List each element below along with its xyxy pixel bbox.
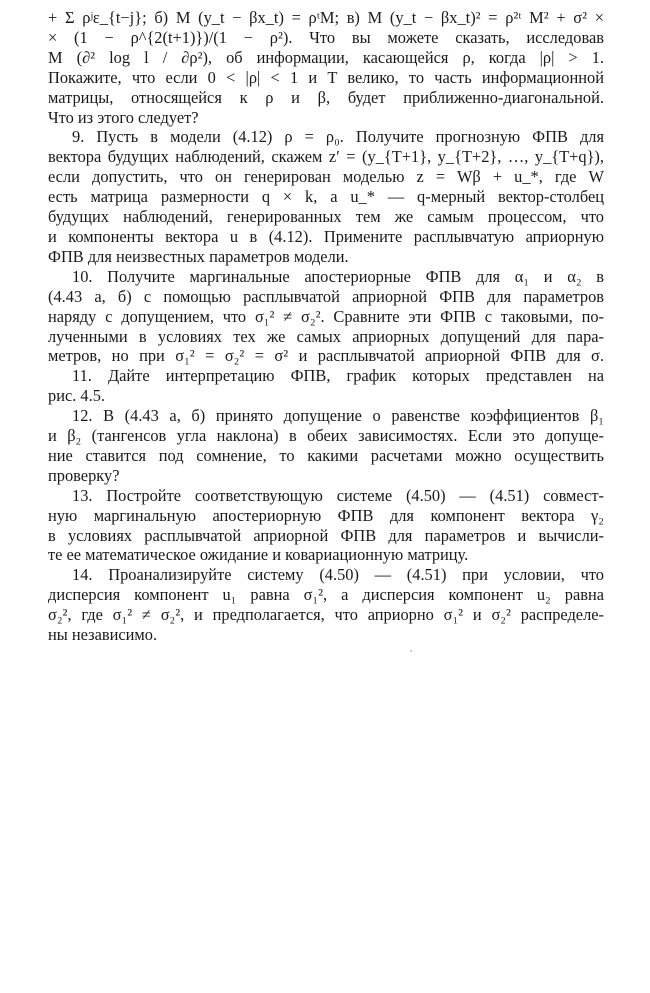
text-line: 12. В (4.43 а, б) принято допущение о равенстве коэффициентов β₁ <box>72 406 604 426</box>
text-line: есть матрица размерности q × k, а u_* — q-мерный вектор-столбец <box>48 187 604 207</box>
text-line: + Σ ρʲε_{t−j}; б) M (y_t − βx_t) = ρᵗM; в) M (y_t − βx_t)² = ρ²ᵗ M² + σ² × <box>48 8 604 27</box>
text-line: те ее математическое ожидание и ковариационную матрицу. <box>48 545 469 565</box>
text-line: в условиях расплывчатой априорной ФПВ для параметров и вычисли- <box>48 525 604 545</box>
text-line: σ₂², где σ₁² ≠ σ₂², и предполагается, что априорно σ₁² и σ₂² распределе- <box>48 605 604 625</box>
text-line: Покажите, что если 0 < |ρ| < 1 и T велико, то часть информационной <box>48 67 604 87</box>
text-line: (4.43 а, б) с помощью расплывчатой априорной ФПВ для параметров <box>48 286 604 306</box>
text-line: Что из этого следует? <box>48 107 199 127</box>
text-line: лученными в условиях тех же самых априорных допущений для пара- <box>48 326 604 346</box>
text-line: 14. Проанализируйте систему (4.50) — (4.51) при условии, что <box>72 565 604 585</box>
text-line: ны независимо. <box>48 625 158 645</box>
text-line: 13. Постройте соответствующую системе (4.50) — (4.51) совмест- <box>72 485 604 505</box>
body-text <box>48 8 604 645</box>
text-line: M (∂² log l / ∂ρ²), об информации, касающейся ρ, когда |ρ| > 1. <box>48 47 604 67</box>
text-line: 10. Получите маргинальные апостериорные ФПВ для α₁ и α₂ в <box>72 266 604 286</box>
text-line: и β₂ (тангенсов угла наклона) в обеих зависимостях. Если это допуще- <box>48 426 604 446</box>
text-line: ную маргинальную апостериорную ФПВ для компонент вектора γ₂ <box>48 505 604 525</box>
text-line: если допустить, что он генерирован моделью z = Wβ + u_*, где W <box>48 167 604 187</box>
scan-speck <box>410 650 412 652</box>
text-line: рис. 4.5. <box>48 386 106 406</box>
text-line: будущих наблюдений, генерированных тем же самым процессом, что <box>48 207 604 227</box>
text-line: 11. Дайте интерпретацию ФПВ, график которых представлен на <box>72 366 604 386</box>
text-line: матрицы, относящейся к ρ и β, будет приближенно-диагональной. <box>48 87 604 107</box>
text-line: дисперсия компонент u₁ равна σ₁², а дисперсия компонент u₂ равна <box>48 585 604 605</box>
text-line: × (1 − ρ^{2(t+1)})/(1 − ρ²). Что вы можете сказать, исследовав <box>48 27 604 47</box>
text-line: наряду с допущением, что σ₁² ≠ σ₂². Сравните эти ФПВ с таковыми, по- <box>48 306 604 326</box>
text-line: ФПВ для неизвестных параметров модели. <box>48 246 349 266</box>
text-line: 9. Пусть в модели (4.12) ρ = ρ₀. Получите прогнозную ФПВ для <box>72 127 604 147</box>
text-line: вектора будущих наблюдений, скажем z′ = (y_{T+1}, y_{T+2}, …, y_{T+q}), <box>48 147 604 167</box>
text-line: и компоненты вектора u в (4.12). Примените расплывчатую априорную <box>48 226 604 246</box>
text-line: метров, но при σ₁² = σ₂² = σ² и расплывчатой априорной ФПВ для σ. <box>48 346 604 366</box>
text-line: ние ставится под сомнение, то какими расчетами можно осуществить <box>48 445 604 465</box>
text-line: проверку? <box>48 465 120 485</box>
